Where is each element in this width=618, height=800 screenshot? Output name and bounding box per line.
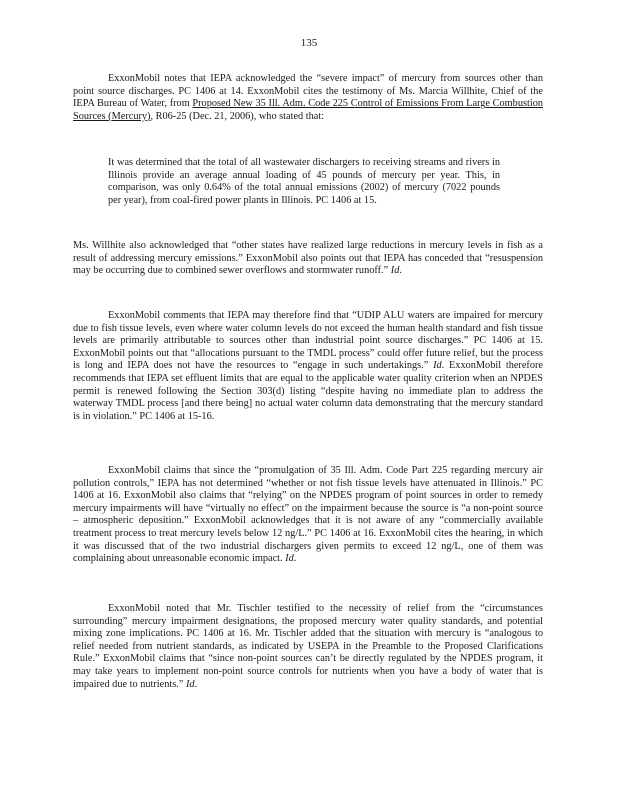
paragraph-1-text-end: , R06-25 (Dec. 21, 2006), who stated that: (150, 110, 325, 122)
id-citation: Id (185, 678, 195, 690)
block-quote (108, 157, 500, 207)
block-quote-text: It was determined that the total of all wastewater dischargers to receiving streams and rivers in Illinois provide an average annual loading of 45 pounds of mercury per year. This, in comparison, was only 0.64% of the total annual emissions (2002) of mercury (7022 pounds per year), from coal-fired power plants in Illinois. PC 1406 at 15. (108, 157, 500, 206)
paragraph-1 (73, 73, 543, 123)
paragraph-4: ExxonMobil claims that since the “promulgation of 35 Ill. Adm. Code Part 225 regarding mercury air pollution controls,” IEPA has not determined “whether or not fish tissue levels have attenuated in Illinois.” PC 1406 at 16. ExxonMobil also claims that “relying” on the NPDES program of point sources in order to remedy mercury impairments will have “virtually no effect” on the impairment because the source is “a non-point source – atmospheric deposition.” ExxonMobil acknowledges that it is not aware of any “commercially available treatment process to treat mercury levels below 12 ng/L.” PC 1406 at 16. ExxonMobil cites the hearing, in which it was discussed that of the two industrial dischargers given permits to exceed 12 ng/L, one of them was complaining about unreasonable economic impact. Id. (73, 465, 543, 565)
paragraph-2-text: Ms. Willhite also acknowledged that “other states have realized large reductions in mercury levels in fish as a result of addressing mercury emissions.” ExxonMobil also points out that IEPA has conceded that “resuspension may be occurring due to combined sewer overflows and stormwater runoff.” (73, 240, 543, 277)
proceeding-citation: Proposed New 35 Ill. Adm. Code 225 Control of Emissions From Large Combustion Sources (Mercury) (73, 98, 543, 122)
paragraph-4-text: ExxonMobil claims that since the “promulgation of 35 Ill. Adm. Code Part 225 regarding mercury air pollution controls,” IEPA has not determined “whether or not fish tissue levels have attenuated in Illinois.” PC 1406 at 16. ExxonMobil also claims that “relying” on the NPDES program of point sources in order to remedy mercury impairments will have “virtually no effect” on the impairment because the source is “a non-point source – atmospheric deposition.” ExxonMobil acknowledges that it is not aware of any “commercially available treatment process to treat mercury levels below 12 ng/L.” PC 1406 at 16. ExxonMobil cites the hearing, in which it was discussed that of the two industrial dischargers given permits to exceed 12 ng/L, one of them was complaining about unreasonable economic impact. (73, 465, 543, 565)
id-citation: Id (433, 360, 442, 372)
id-citation: Id (390, 265, 400, 277)
paragraph-2: Ms. Willhite also acknowledged that “other states have realized large reductions in mercury levels in fish as a result of addressing mercury emissions.” ExxonMobil also points out that IEPA has conceded that “resuspension may be occurring due to combined sewer overflows and stormwater runoff.” Id. (73, 240, 543, 277)
page-number: 135 (300, 37, 318, 49)
paragraph-3 (73, 310, 543, 423)
paragraph-5-text: ExxonMobil noted that Mr. Tischler testified to the necessity of relief from the “circumstances surrounding” mercury impairment designations, the proposed mercury water quality standards, and potential mixing zone implications. PC 1406 at 16. Mr. Tischler added that the situation with mercury is “analogous to relief needed from nutrient standards, as indicated by USEPA in the Preamble to the Proposed Clarifications Rule.” ExxonMobil claims that “since non-point sources can’t be directly regulated by the NPDES program, it may take years to implement non-point source controls for nutrients when you have a body of water that is impaired due to nutrients.” (73, 603, 543, 690)
paragraph-5: ExxonMobil noted that Mr. Tischler testified to the necessity of relief from the “circumstances surrounding” mercury impairment designations, the proposed mercury water quality standards, and potential mixing zone implications. PC 1406 at 16. Mr. Tischler added that the situation with mercury is “analogous to relief needed from nutrient standards, as indicated by USEPA in the Preamble to the Proposed Clarifications Rule.” ExxonMobil claims that “since non-point sources can’t be directly regulated by the NPDES program, it may take years to implement non-point source controls for nutrients when you have a body of water that is impaired due to nutrients.” Id. (73, 603, 543, 690)
paragraph-1-text: ExxonMobil notes that IEPA acknowledged the “severe impact” of mercury from sources other than point source discharges. PC 1406 at 14. ExxonMobil cites the testimony of Ms. Marcia Willhite, Chief of the IEPA Bureau of Water, from (73, 73, 543, 110)
paragraph-3-text-end: . ExxonMobil therefore recommends that IEPA set effluent limits that are equal to the applicable water quality criterion when an NPDES permit is renewed following the Section 303(d) listing “despite having no immediate plan to address the waterway TMDL process [and there being] no actual water column data demonstrating that the mercury standard is in violation.” PC 1406 at 15-16. (73, 360, 543, 422)
paragraph-3-text: ExxonMobil comments that IEPA may therefore find that “UDIP ALU waters are impaired for mercury due to fish tissue levels, even where water column levels do not exceed the human health standard and fish tissue levels are primarily attributable to sources other than industrial point source discharges.” PC 1406 at 15. ExxonMobil points out that “allocations pursuant to the TMDL process” could offer future relief, but the process is long and IEPA does not have the resources to “engage in such undertakings.” (73, 310, 543, 372)
id-citation: Id (285, 553, 294, 565)
